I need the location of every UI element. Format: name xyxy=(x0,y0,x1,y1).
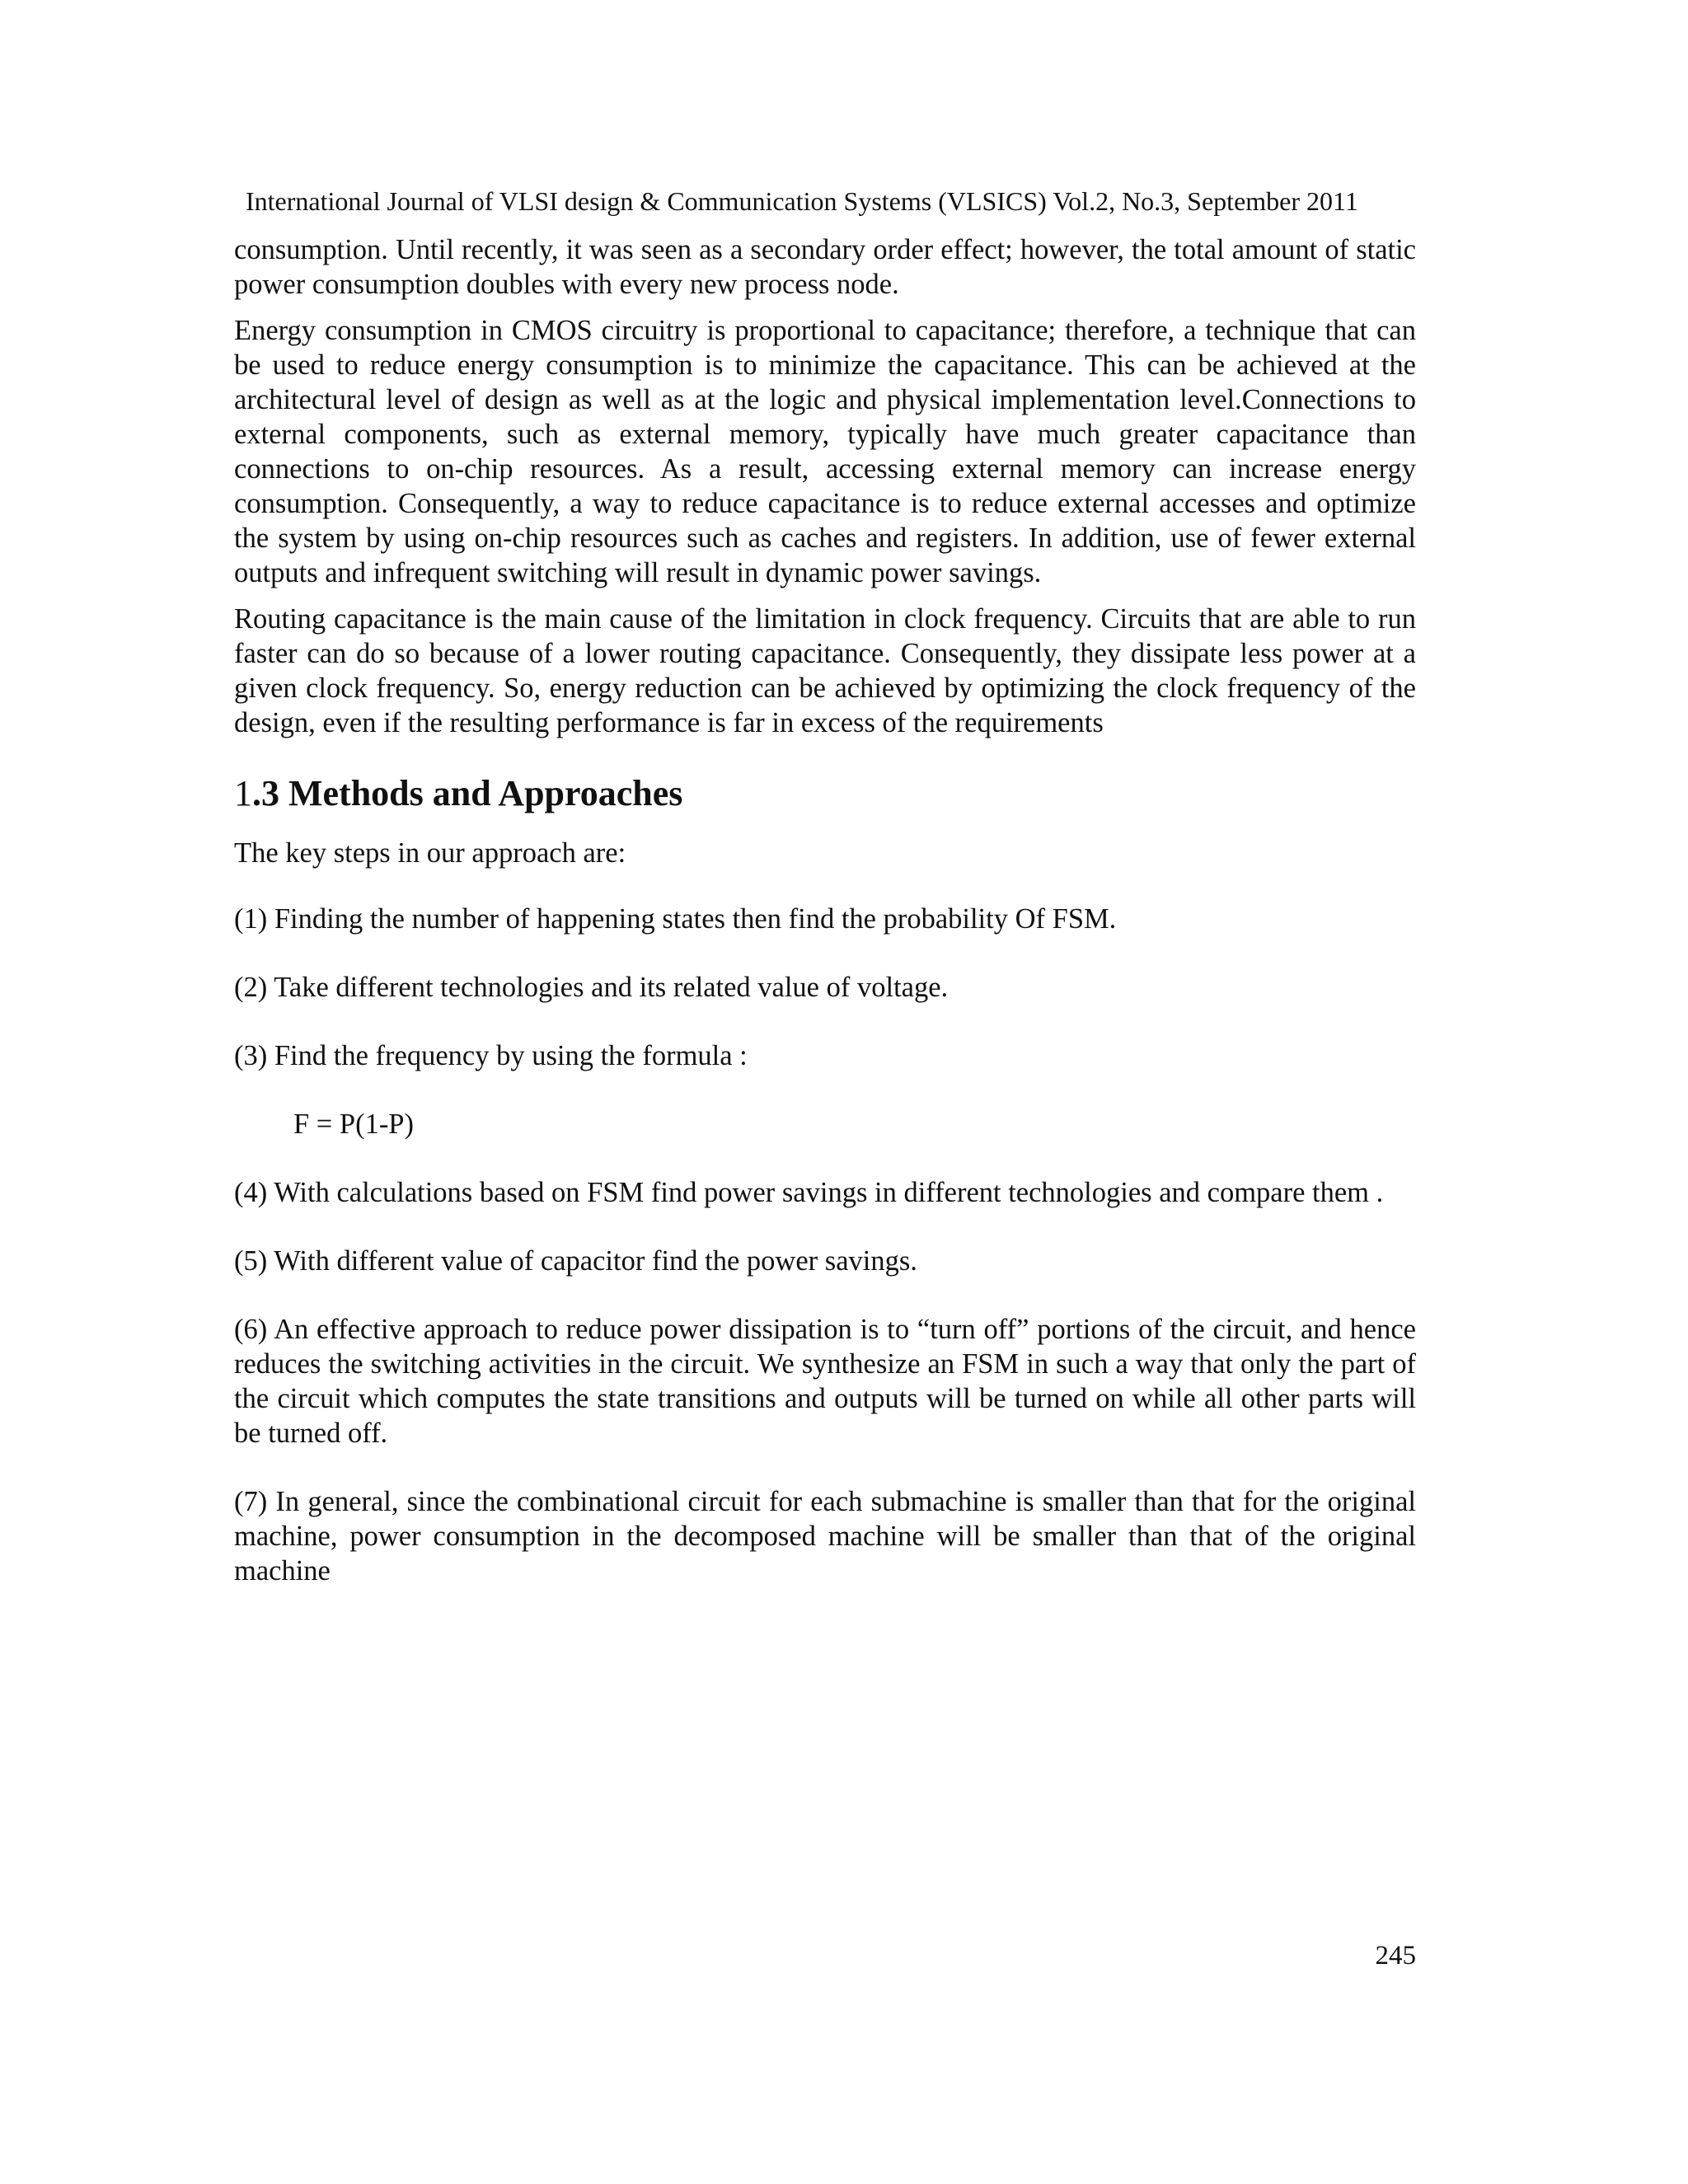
section-heading xyxy=(234,770,1416,818)
paragraph-static-power: consumption. Until recently, it was seen as a secondary order effect; however, the total amount of static power consumption doubles with every new process node. xyxy=(234,234,1416,300)
section-title-text: .3 Methods and Approaches xyxy=(252,773,683,813)
step-5: (5) With different value of capacitor find the power savings. xyxy=(234,1245,917,1277)
step-3: (3) Find the frequency by using the formula : xyxy=(234,1040,748,1071)
paragraph-energy-capacitance: Energy consumption in CMOS circuitry is proportional to capacitance; therefore, a technique that can be used to reduce energy consumption is to minimize the capacitance. This can be achieved at the architectural level of design as well as at the logic and physical implementation level.Connections to external components, such as external memory, typically have much greater capacitance than connections to on-chip resources. As a result, accessing external memory can increase energy consumption. Consequently, a way to reduce capacitance is to reduce external accesses and optimize the system by using on-chip resources such as caches and registers. In addition, use of fewer external outputs and infrequent switching will result in dynamic power savings. xyxy=(234,315,1416,588)
page-number: 245 xyxy=(1375,1941,1416,1971)
running-header: International Journal of VLSI design & Communication Systems (VLSICS) Vol.2, No.3, September 2011 xyxy=(246,186,1358,216)
frequency-formula: F = P(1-P) xyxy=(293,1108,414,1140)
step-7: (7) In general, since the combinational circuit for each submachine is smaller than that for the original machine, power consumption in the decomposed machine will be smaller than that of the original machine xyxy=(234,1486,1416,1586)
page-body xyxy=(234,232,1416,1622)
paragraph-routing-capacitance: Routing capacitance is the main cause of the limitation in clock frequency. Circuits that are able to run faster can do so because of a lower routing capacitance. Consequently, they dissipate less power at a given clock frequency. So, energy reduction can be achieved by optimizing the clock frequency of the design, even if the resulting performance is far in excess of the requirements xyxy=(234,603,1416,738)
step-4: (4) With calculations based on FSM find power savings in different technologies and compare them . xyxy=(234,1177,1384,1208)
step-6: (6) An effective approach to reduce power dissipation is to “turn off” portions of the circuit, and hence reduces the switching activities in the circuit. We synthesize an FSM in such a way that only the part of the circuit which computes the state transitions and outputs will be turned on while all other parts will be turned off. xyxy=(234,1314,1416,1449)
section-number-lead: 1 xyxy=(234,773,252,813)
step-2: (2) Take different technologies and its related value of voltage. xyxy=(234,972,949,1003)
steps-intro: The key steps in our approach are: xyxy=(234,837,626,869)
step-1: (1) Finding the number of happening states then find the probability Of FSM. xyxy=(234,903,1117,935)
